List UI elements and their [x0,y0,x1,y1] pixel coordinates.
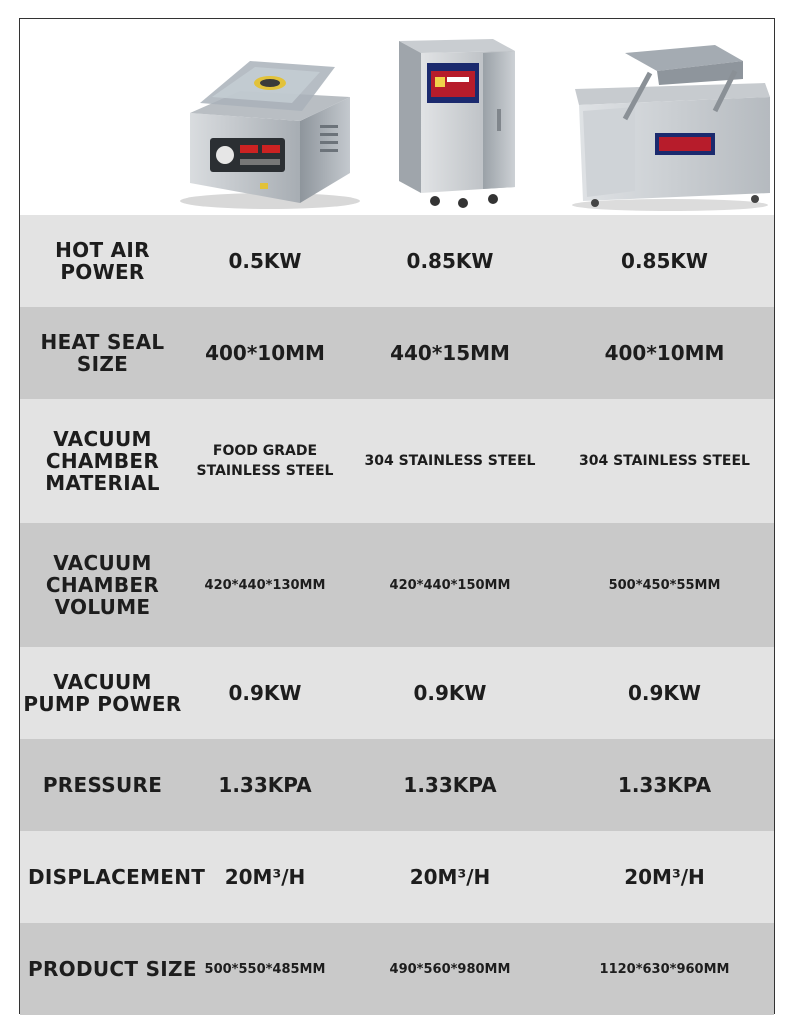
model-2-value: 440*15MM [390,341,510,365]
tabletop-vacuum-sealer-image [170,33,370,213]
model-1-value: 420*440*130MM [204,577,326,593]
row-hot-air-power [20,215,774,307]
floor-vacuum-sealer-image [385,19,525,213]
row-vacuum-pump-power [20,647,774,739]
model-3-value: 304 STAINLESS STEEL [579,453,750,469]
model-3-value: 1.33KPA [617,773,712,797]
product-images [20,19,774,215]
row-label: VACUUM CHAMBER MATERIAL [45,427,160,495]
row-product-size [20,923,774,1015]
model-3-value: 0.9KW [628,681,701,705]
model-1-value: 0.5KW [228,249,302,273]
model-1-value: 20M³/H [224,865,306,889]
model-2-value: 420*440*150MM [389,577,511,593]
model-2-value: 304 STAINLESS STEEL [364,453,536,469]
double-chamber-vacuum-sealer-image [565,41,775,213]
row-label: PRESSURE [42,773,163,797]
model-2-value: 1.33KPA [403,773,497,797]
row-label: VACUUM PUMP POWER [23,670,182,716]
row-label: PRODUCT SIZE [28,957,197,981]
model-1-value: 500*550*485MM [204,961,326,977]
row-label: VACUUM CHAMBER VOLUME [45,551,160,619]
model-2-value: 490*560*980MM [389,961,511,977]
model-3-value: 500*450*55MM [608,577,721,593]
row-vacuum-chamber-volume [20,523,774,647]
row-vacuum-chamber-material [20,399,774,523]
model-1-value: 400*10MM [205,341,325,365]
row-label: HOT AIR POWER [55,238,150,284]
model-2-value: 0.9KW [413,681,487,705]
model-3-value: 0.85KW [621,249,708,273]
row-heat-seal-size [20,307,774,399]
row-displacement [20,831,774,923]
row-pressure [20,739,774,831]
model-1-value: 1.33KPA [218,773,312,797]
comparison-table [19,18,775,1014]
model-3-value: 1120*630*960MM [599,961,730,977]
model-2-value: 20M³/H [409,865,491,889]
model-2-value: 0.85KW [406,249,494,273]
model-3-value: 20M³/H [624,865,705,889]
model-1-value: 0.9KW [228,681,302,705]
row-label: HEAT SEAL SIZE [40,330,165,376]
row-label: DISPLACEMENT [28,865,206,889]
model-1-value: FOOD GRADE STAINLESS STEEL [196,443,334,479]
model-3-value: 400*10MM [604,341,725,365]
